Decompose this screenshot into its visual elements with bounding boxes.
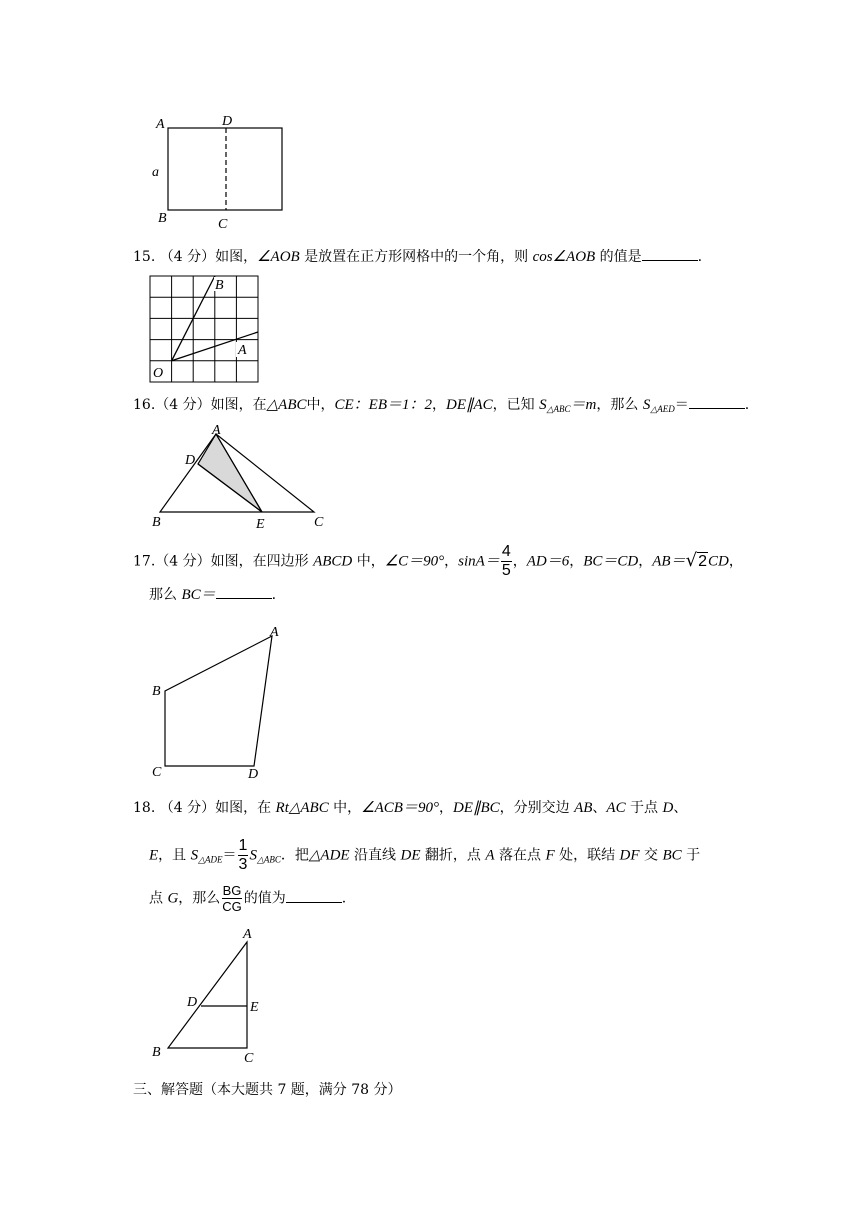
q18-text: 中， bbox=[328, 800, 362, 816]
q16-triangle: △ABC bbox=[266, 397, 307, 413]
q16-s: S bbox=[539, 397, 547, 413]
q18-text: ， bbox=[438, 800, 453, 816]
q17-line bbox=[133, 544, 743, 579]
q17-frac-den: 5 bbox=[501, 562, 511, 579]
q16-number: 16. bbox=[133, 397, 156, 413]
q15-label-o: O bbox=[153, 366, 164, 381]
q18-ac: AC bbox=[606, 800, 626, 816]
q16-text: 如图，在 bbox=[210, 397, 267, 413]
q18-d: D bbox=[662, 800, 674, 816]
q18-triangle-figure bbox=[148, 922, 272, 1068]
q16-text: ， bbox=[432, 397, 446, 413]
q17-sin: sinA＝ bbox=[458, 553, 500, 570]
q17-label-c: C bbox=[152, 765, 162, 780]
q18-e: E bbox=[149, 847, 159, 864]
q18-text: 于点 bbox=[625, 800, 663, 816]
q18-frac-num: 1 bbox=[238, 837, 248, 854]
q14-label-c: C bbox=[218, 217, 228, 232]
q18-text: 、 bbox=[592, 800, 607, 816]
q18-text: 如图，在 bbox=[215, 800, 276, 816]
q16-eq1: ＝m bbox=[570, 397, 597, 413]
q17-cd: CD bbox=[707, 553, 729, 570]
q17-quadrilateral-figure bbox=[148, 620, 288, 784]
q18-line1 bbox=[133, 798, 687, 818]
q16-sub1: △ABC bbox=[546, 404, 571, 414]
q18-label-b: B bbox=[152, 1045, 161, 1060]
q17-radical: √ bbox=[685, 549, 698, 571]
q18-text: 处，联结 bbox=[554, 847, 620, 864]
q16-label-a: A bbox=[212, 423, 221, 438]
q14-label-a: A bbox=[156, 117, 165, 132]
q15-text: 是放置在正方形网格中的一个角，则 bbox=[299, 249, 533, 265]
q16-answer-blank bbox=[689, 394, 745, 409]
q18-bg: BG bbox=[222, 883, 242, 898]
q14-rectangle-figure bbox=[148, 112, 298, 234]
q15-line bbox=[133, 246, 702, 267]
q16-score: （4 分） bbox=[155, 397, 211, 413]
q18-text: ．把 bbox=[280, 847, 309, 864]
q17-answer-blank bbox=[216, 584, 272, 599]
q18-text: 沿直线 bbox=[349, 847, 401, 864]
q16-parallel: DE∥AC bbox=[446, 397, 493, 413]
q18-bg-cg-fraction bbox=[221, 884, 243, 913]
q18-label-e: E bbox=[250, 1000, 259, 1015]
q17-text: 那么 bbox=[149, 587, 182, 603]
q18-pf: F bbox=[545, 847, 555, 864]
q17-angle: ∠C＝90° bbox=[384, 553, 445, 570]
section-3-heading: 三、解答题（本大题共 7 题，满分 78 分） bbox=[133, 1082, 402, 1098]
q18-sub2: △ABC bbox=[256, 854, 281, 865]
q14-label-side: a bbox=[152, 165, 159, 180]
q18-frac-den: 3 bbox=[238, 856, 248, 873]
q18-ab: AB bbox=[574, 800, 593, 816]
q17-quad: ABCD bbox=[313, 553, 353, 570]
q18-score: （4 分） bbox=[159, 800, 216, 816]
q16-text: ，那么 bbox=[596, 397, 643, 413]
q17-fraction bbox=[501, 544, 512, 579]
q17-text: ， bbox=[444, 553, 459, 570]
q16-text: ，已知 bbox=[492, 397, 540, 413]
q18-bc: BC bbox=[662, 847, 682, 864]
q16-label-d: D bbox=[185, 453, 196, 468]
q18-pa: A bbox=[485, 847, 495, 864]
q16-label-b: B bbox=[152, 515, 161, 530]
q17-text: ， bbox=[569, 553, 584, 570]
q17-frac-num: 4 bbox=[501, 543, 511, 560]
q16-label-c: C bbox=[314, 515, 324, 530]
q15-label-a: A bbox=[238, 343, 247, 358]
q18-sub1: △ADE bbox=[198, 854, 223, 865]
q14-label-b: B bbox=[158, 211, 167, 226]
q17-text: ， bbox=[728, 553, 743, 570]
q17-ab: AB＝ bbox=[652, 553, 686, 570]
q18-text: ，分别交边 bbox=[499, 800, 575, 816]
q18-tri: △ADE bbox=[308, 847, 350, 864]
q18-label-d: D bbox=[187, 995, 198, 1010]
q15-score: （4 分） bbox=[159, 249, 216, 265]
q18-text: 交 bbox=[639, 847, 663, 864]
q17-bc: BC＝CD bbox=[583, 553, 639, 570]
q18-text: 翻折，点 bbox=[420, 847, 486, 864]
q15-end: . bbox=[697, 249, 703, 265]
q18-s: S bbox=[190, 847, 199, 864]
q18-end: . bbox=[341, 890, 347, 907]
q18-parallel: DE∥BC bbox=[452, 800, 500, 816]
q17-text: ， bbox=[638, 553, 653, 570]
q18-number: 18. bbox=[133, 800, 156, 816]
q18-label-a: A bbox=[243, 927, 252, 942]
q17-end: . bbox=[271, 587, 277, 603]
q18-text: 点 bbox=[149, 890, 168, 907]
q16-triangle-figure bbox=[148, 420, 338, 532]
q18-rt: Rt△ABC bbox=[275, 800, 329, 816]
q17-label-b: B bbox=[152, 684, 161, 699]
q16-eq2: ＝ bbox=[674, 397, 689, 413]
q18-answer-blank bbox=[286, 888, 342, 903]
q18-df: DF bbox=[619, 847, 640, 864]
q15-cos: cos∠AOB bbox=[532, 249, 596, 265]
q16-line bbox=[133, 394, 749, 419]
q15-number: 15. bbox=[133, 249, 156, 265]
q18-text: 于 bbox=[681, 847, 701, 864]
q18-s: S bbox=[249, 847, 257, 864]
q18-text: 的值为 bbox=[243, 890, 286, 907]
q16-text: 中， bbox=[306, 397, 335, 413]
q15-grid-figure bbox=[148, 274, 264, 386]
q18-label-c: C bbox=[244, 1051, 254, 1066]
q15-answer-blank bbox=[642, 246, 698, 261]
q18-eq: ＝ bbox=[222, 847, 237, 864]
q18-fraction bbox=[238, 838, 249, 873]
q15-label-b: B bbox=[215, 278, 224, 293]
q17-line2 bbox=[149, 584, 276, 605]
q16-s: S bbox=[642, 397, 651, 413]
q17-text: 如图，在四边形 bbox=[210, 553, 314, 570]
q17-label-a: A bbox=[270, 625, 279, 640]
q18-line2 bbox=[149, 838, 700, 873]
q17-ad: AD＝6 bbox=[526, 553, 570, 570]
q15-text: 如图， bbox=[215, 249, 258, 265]
q18-text: ，那么 bbox=[178, 890, 221, 907]
q17-bc-eq: BC＝ bbox=[181, 587, 216, 603]
q17-text: ， bbox=[512, 553, 527, 570]
q14-label-d: D bbox=[222, 114, 233, 129]
q18-line3 bbox=[149, 884, 346, 913]
q16-ratio: CE：EB＝1：2 bbox=[334, 397, 432, 413]
q18-text: 落在点 bbox=[494, 847, 546, 864]
q18-g: G bbox=[167, 890, 179, 907]
q17-radicand: 2 bbox=[698, 552, 707, 570]
q18-de: DE bbox=[400, 847, 421, 864]
q15-angle: ∠AOB bbox=[257, 249, 300, 265]
q15-text: 的值是 bbox=[595, 249, 642, 265]
q17-label-d: D bbox=[248, 767, 259, 782]
q18-cg: CG bbox=[222, 899, 242, 914]
q18-text: 、 bbox=[673, 800, 688, 816]
q16-sub2: △AED bbox=[650, 404, 675, 414]
q18-text: ，且 bbox=[158, 847, 191, 864]
q17-number: 17. bbox=[133, 553, 156, 570]
q16-label-e: E bbox=[256, 517, 265, 532]
q17-text: 中， bbox=[352, 553, 385, 570]
q18-angle: ∠ACB＝90° bbox=[361, 800, 439, 816]
q16-end: . bbox=[744, 397, 750, 413]
q17-score: （4 分） bbox=[155, 553, 211, 570]
q17-sqrt bbox=[686, 551, 708, 572]
